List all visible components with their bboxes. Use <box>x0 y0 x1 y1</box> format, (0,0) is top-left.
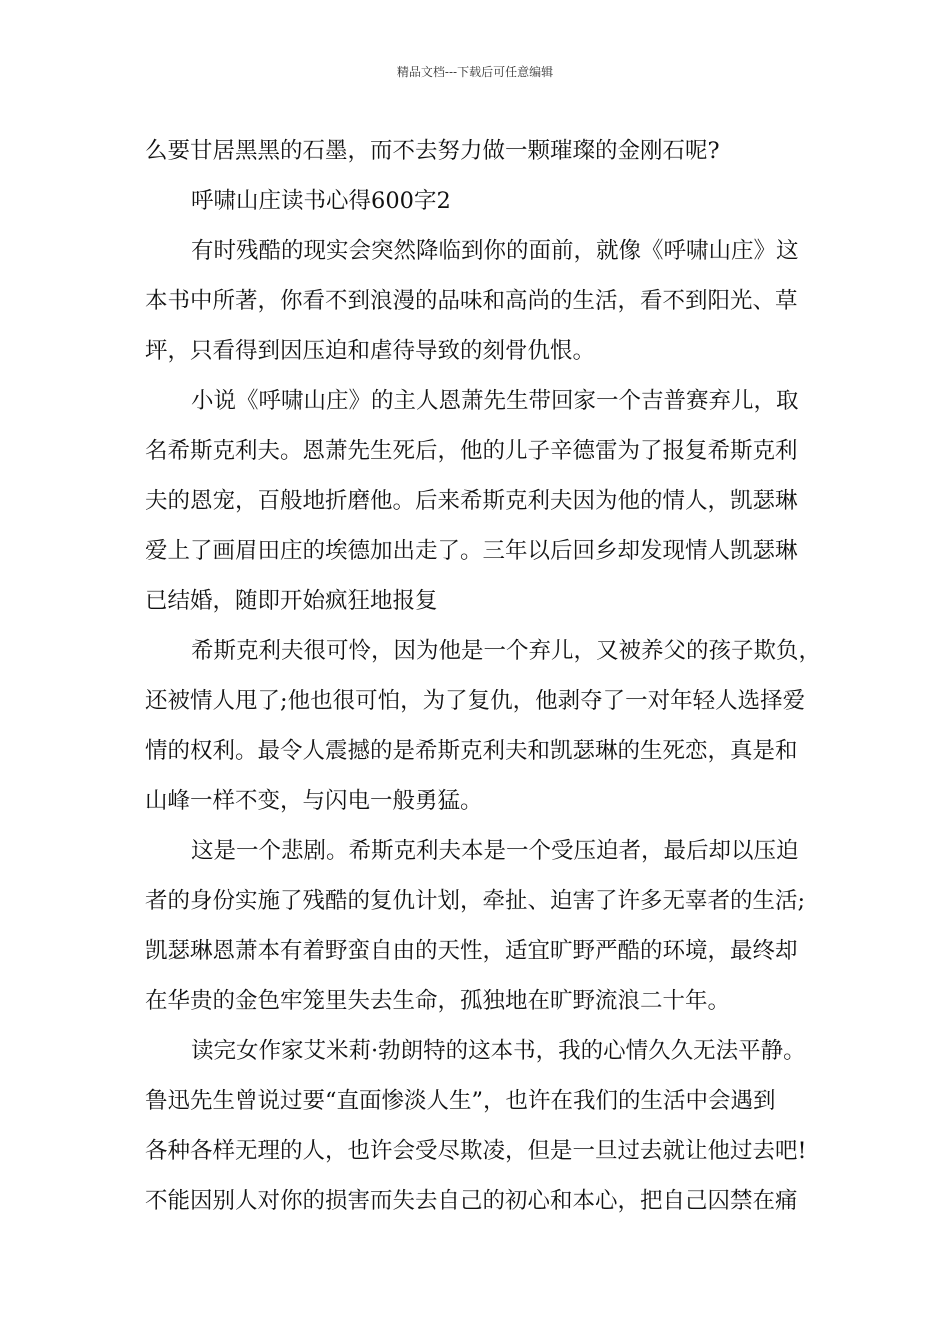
text-line: 者的身份实施了残酷的复仇计划，牵扯、迫害了许多无辜者的生活; <box>145 888 806 914</box>
text-line: 凯瑟琳恩萧本有着野蛮自由的天性，适宜旷野严酷的环境，最终却 <box>145 938 798 964</box>
text-line: 山峰一样不变，与闪电一般勇猛。 <box>145 788 483 814</box>
text-line: 有时残酷的现实会突然降临到你的面前，就像《呼啸山庄》这 <box>191 238 799 264</box>
text-line: 小说《呼啸山庄》的主人恩萧先生带回家一个吉普赛弃儿，取 <box>191 388 799 414</box>
text-line: 不能因别人对你的损害而失去自己的初心和本心，把自己囚禁在痛 <box>145 1188 798 1214</box>
text-line: 这是一个悲剧。希斯克利夫本是一个受压迫者，最后却以压迫 <box>191 838 799 864</box>
text-line: 读完女作家艾米莉·勃朗特的这本书，我的心情久久无法平静。 <box>191 1038 806 1064</box>
text-line: 爱上了画眉田庄的埃德加出走了。三年以后回乡却发现情人凯瑟琳 <box>145 538 798 564</box>
section-heading: 呼啸山庄读书心得600字2 <box>191 188 451 214</box>
text-line: 名希斯克利夫。恩萧先生死后，他的儿子辛德雷为了报复希斯克利 <box>145 438 798 464</box>
text-line: 坪，只看得到因压迫和虐待导致的刻骨仇恨。 <box>145 338 596 364</box>
text-line: 希斯克利夫很可怜，因为他是一个弃儿，又被养父的孩子欺负， <box>191 638 822 664</box>
document-body <box>145 126 835 1226</box>
text-line: 在华贵的金色牢笼里失去生命，孤独地在旷野流浪二十年。 <box>145 988 731 1014</box>
text-line: 夫的恩宠，百般地折磨他。后来希斯克利夫因为他的情人，凯瑟琳 <box>145 488 798 514</box>
text-line: 情的权利。最令人震撼的是希斯克利夫和凯瑟琳的生死恋，真是和 <box>145 738 798 764</box>
page-header: 精品文档---下载后可任意编辑 <box>396 65 554 79</box>
text-line: 各种各样无理的人，也许会受尽欺凌，但是一旦过去就让他过去吧! <box>145 1138 807 1164</box>
text-line: 么要甘居黑黑的石墨，而不去努力做一颗璀璨的金刚石呢? <box>145 138 720 164</box>
text-line: 鲁迅先生曾说过要“直面惨淡人生”，也许在我们的生活中会遇到 <box>145 1088 776 1114</box>
text-line: 本书中所著，你看不到浪漫的品味和高尚的生活，看不到阳光、草 <box>145 288 798 314</box>
text-line: 已结婚，随即开始疯狂地报复 <box>145 588 438 614</box>
text-line: 还被情人甩了;他也很可怕，为了复仇，他剥夺了一对年轻人选择爱 <box>145 688 806 714</box>
